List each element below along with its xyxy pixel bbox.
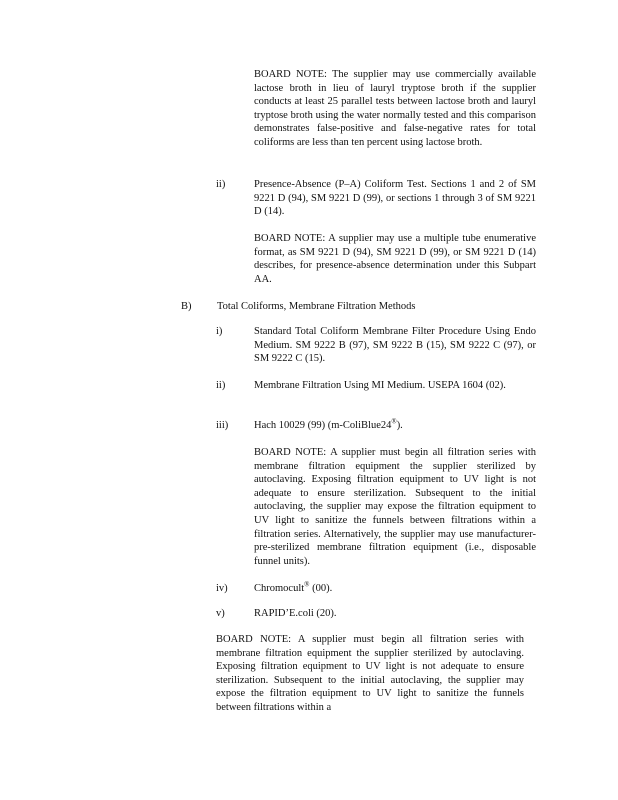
item-marker-ii-b: ii): [216, 380, 226, 391]
hach-text-end: ).: [396, 420, 403, 431]
item-marker-i: i): [216, 326, 223, 337]
item-presence-absence-test: Presence-Absence (P–A) Coliform Test. Sections 1 and 2 of SM 9221 D (94), SM 9221 D (99), or sections 1 through 3 of SM 9221 D (14).: [254, 179, 536, 218]
item-endo-medium: Standard Total Coliform Membrane Filter Procedure Using Endo Medium. SM 9222 B (97), SM 9222 B (15), SM 9222 C (97), or SM 9222 C (15).: [254, 326, 536, 365]
item-mi-medium: Membrane Filtration Using MI Medium. USEPA 1604 (02).: [254, 380, 506, 391]
section-title-membrane-filtration: Total Coliforms, Membrane Filtration Methods: [217, 301, 416, 312]
item-marker-iii: iii): [216, 420, 229, 431]
board-note-filtration-series: BOARD NOTE: A supplier must begin all filtration series with membrane filtration equipment the supplier sterilized by autoclaving. Exposing filtration equipment to UV light is not adequate to ensure sterilization. Subsequent to the initial autoclaving, the supplier may expose the filtration equipment to UV light to sanitize the funnels between filtrations within a filtration series. Alternatively, the supplier may use manufacturer-pre-sterilized membrane filtration equipment (i.e., disposable funnel units).: [254, 447, 536, 567]
hach-text: Hach 10029 (99) (m-ColiBlue24: [254, 420, 392, 431]
registered-mark: ®: [391, 417, 397, 426]
item-rapid-ecoli: RAPID’E.coli (20).: [254, 608, 337, 619]
item-marker-ii: ii): [216, 179, 226, 190]
item-marker-v: v): [216, 608, 225, 619]
board-note-multiple-tube: BOARD NOTE: A supplier may use a multiple tube enumerative format, as SM 9221 D (94), SM 9221 D (99), or SM 9221 D (14) describes, for presence-absence determination under this Subpart AA.: [254, 233, 536, 285]
board-note-filtration-series-continued: BOARD NOTE: A supplier must begin all filtration series with membrane filtration equipment the supplier sterilized by autoclaving. Exposing filtration equipment to UV light is not adequate to ensure sterilization. Subsequent to the initial autoclaving, the supplier may expose the filtration equipment to UV light to sanitize the funnels between filtrations within a: [216, 634, 524, 713]
chromocult-text-end: (00).: [309, 583, 333, 594]
item-marker-iv: iv): [216, 583, 228, 594]
section-marker-b: B): [181, 301, 192, 312]
item-chromocult: [254, 582, 332, 596]
chromocult-text: Chromocult: [254, 583, 305, 594]
board-note-lactose-broth: BOARD NOTE: The supplier may use commercially available lactose broth in lieu of lauryl tryptose broth if the supplier conducts at least 25 parallel tests between lactose broth and lauryl tryptose broth using the water normally tested and this comparison demonstrates false-positive and false-negative rates for total coliforms are less than ten percent using lactose broth.: [254, 69, 536, 148]
item-hach-method: [254, 419, 403, 433]
registered-mark: ®: [304, 580, 310, 589]
